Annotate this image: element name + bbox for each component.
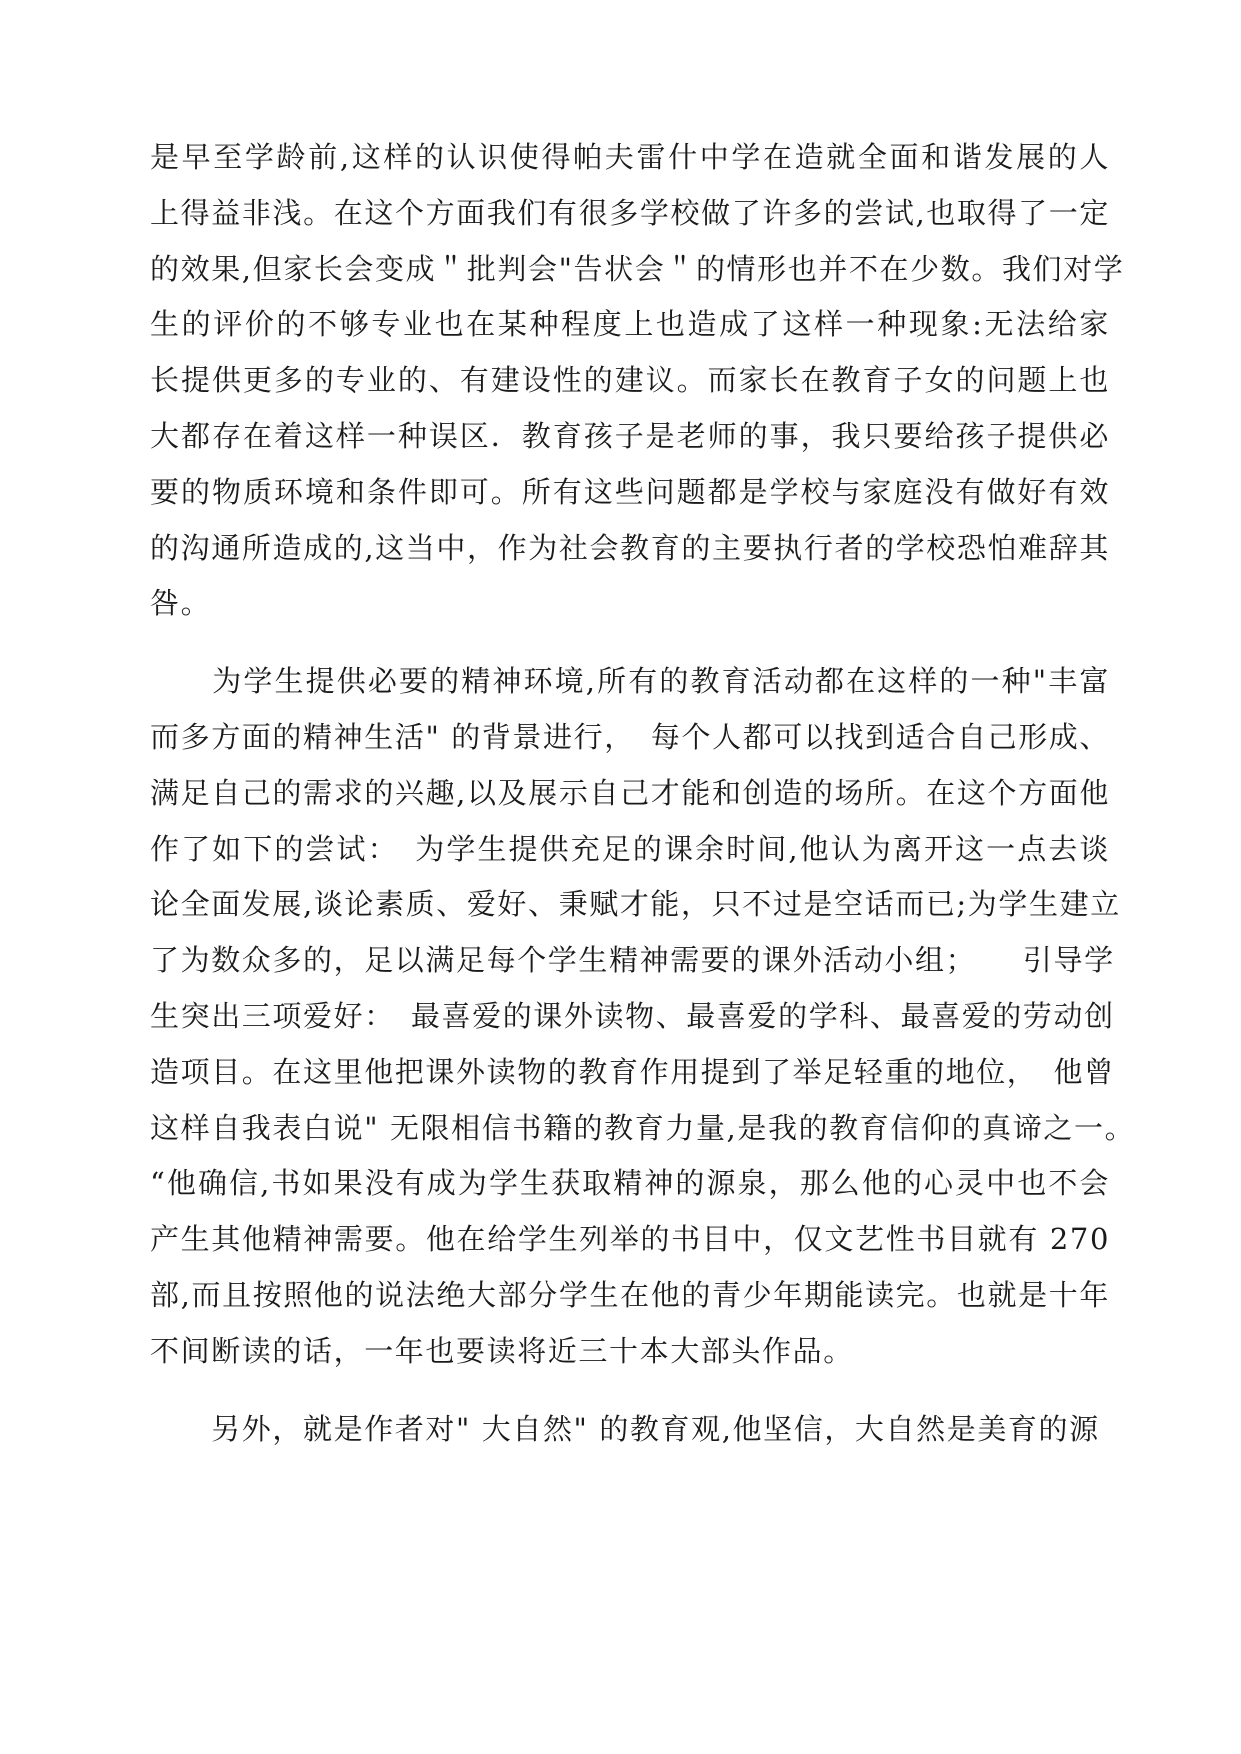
- text-line: 是早至学龄前,这样的认识使得帕夫雷什中学在造就全面和谐发展的人: [150, 140, 1110, 174]
- text-line: 生突出三项爱好： 最喜爱的课外读物、最喜爱的学科、最喜爱的劳动创: [150, 998, 1115, 1033]
- text-line: 为学生提供必要的精神环境,所有的教育活动都在这样的一种"丰富: [150, 664, 1110, 699]
- text-line: 而多方面的精神生活" 的背景进行， 每个人都可以找到适合自己形成、: [150, 719, 1110, 754]
- paragraph-gap: [150, 1380, 1110, 1402]
- text-line: 上得益非浅。在这个方面我们有很多学校做了许多的尝试,也取得了一定: [150, 195, 1110, 230]
- text-line: 要的物质环境和条件即可。所有这些问题都是学校与家庭没有做好有效: [150, 474, 1110, 509]
- text-line: 部,而且按照他的说法绝大部分学生在他的青少年期能读完。也就是十年: [150, 1277, 1110, 1312]
- text-line: 长提供更多的专业的、有建设性的建议。而家长在教育子女的问题上也: [150, 363, 1110, 398]
- text-line: 了为数众多的，足以满足每个学生精神需要的课外活动小组； 引导学: [150, 943, 1115, 978]
- text-line: 大都存在着这样一种误区．教育孩子是老师的事，我只要给孩子提供必: [150, 418, 1110, 453]
- paragraph: [150, 654, 1136, 1379]
- text-line: 的沟通所造成的,这当中，作为社会教育的主要执行者的学校恐怕难辞其: [150, 530, 1110, 565]
- paragraph: [150, 130, 1125, 632]
- paragraph: [150, 1402, 1110, 1458]
- text-line: 论全面发展,谈论素质、爱好、秉赋才能，只不过是空话而已;为学生建立: [150, 887, 1121, 922]
- body-text: [150, 130, 1136, 1457]
- text-line: 造项目。在这里他把课外读物的教育作用提到了举足轻重的地位， 他曾: [150, 1054, 1115, 1089]
- text-line: 另外，就是作者对" 大自然" 的教育观,他坚信，大自然是美育的源: [150, 1411, 1100, 1446]
- text-line: 不间断读的话，一年也要读将近三十本大部头作品。: [150, 1333, 854, 1368]
- text-line: 咎。: [150, 586, 212, 621]
- text-line: 产生其他精神需要。他在给学生列举的书目中，仅文艺性书目就有 270: [150, 1222, 1110, 1257]
- text-line: 满足自己的需求的兴趣,以及展示自己才能和创造的场所。在这个方面他: [150, 775, 1110, 810]
- text-line: 作了如下的尝试： 为学生提供充足的课余时间,他认为离开这一点去谈: [150, 831, 1110, 866]
- text-line: “他确信,书如果没有成为学生获取精神的源泉，那么他的心灵中也不会: [150, 1166, 1110, 1201]
- text-line: 的效果,但家长会变成＂批判会"告状会＂的情形也并不在少数。我们对学: [150, 251, 1125, 286]
- text-line: 这样自我表白说" 无限相信书籍的教育力量,是我的教育信仰的真谛之一。: [150, 1110, 1136, 1145]
- paragraph-gap: [150, 632, 1110, 654]
- text-line: 生的评价的不够专业也在某种程度上也造成了这样一种现象:无法给家: [150, 307, 1110, 342]
